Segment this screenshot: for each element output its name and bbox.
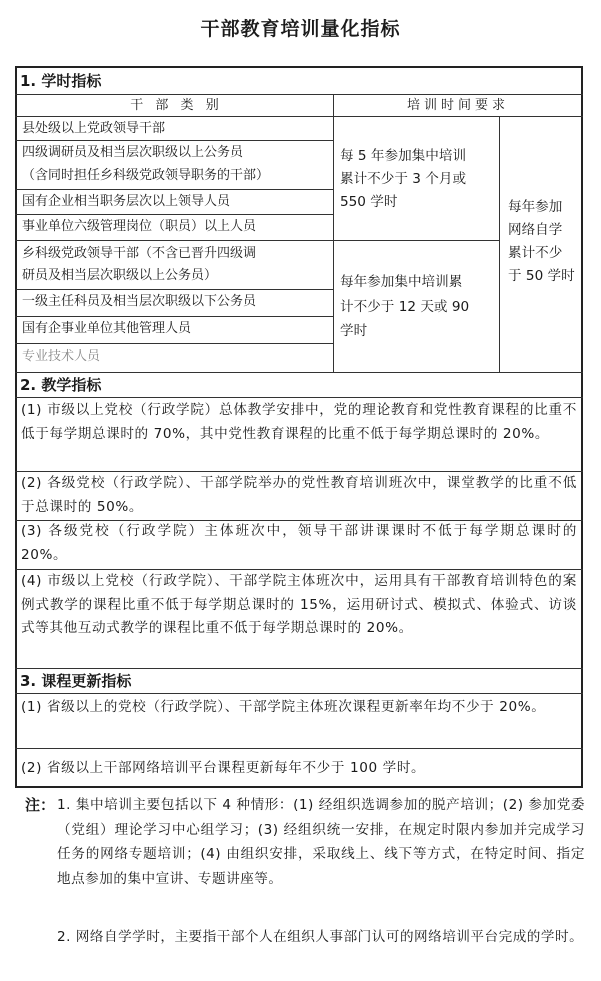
requirement-line: 每 5 年参加集中培训 bbox=[340, 148, 467, 164]
divider bbox=[15, 693, 583, 694]
category-row: 四级调研员及相当层次职级以上公务员 bbox=[22, 145, 244, 160]
teaching-item: (1) 市级以上党校（行政学院）总体教学安排中，党的理论教育和党性教育课程的比重不低于每学期总课时的 70%，其中党性教育课程的比重不低于每学期总课时的 20%。 bbox=[21, 402, 577, 442]
divider bbox=[15, 343, 333, 344]
online-requirement-line: 网络自学 bbox=[508, 222, 563, 238]
category-row: 国有企业相当职务层次以上领导人员 bbox=[22, 194, 231, 209]
section-heading-hours: 1. 学时指标 bbox=[20, 72, 102, 90]
online-requirement-line: 于 50 学时 bbox=[508, 268, 575, 284]
requirement-line: 学时 bbox=[340, 323, 368, 339]
online-requirement-line: 累计不少 bbox=[508, 245, 563, 261]
col-header-requirement: 培训时间要求 bbox=[406, 98, 509, 113]
divider bbox=[333, 94, 334, 372]
category-row: 研员及相当层次职级以上公务员） bbox=[22, 268, 218, 283]
curriculum-item: (1) 省级以上的党校（行政学院）、干部学院主体班次课程更新率年均不少于 20%。 bbox=[21, 699, 546, 715]
requirement-line: 累计不少于 3 个月或 bbox=[340, 171, 467, 187]
category-row: 专业技术人员 bbox=[22, 349, 101, 364]
divider bbox=[15, 372, 583, 373]
requirement-line: 计不少于 12 天或 90 bbox=[340, 299, 470, 315]
teaching-item: (2) 各级党校（行政学院）、干部学院举办的党性教育培训班次中，课堂教学的比重不低于总课时的 50%。 bbox=[21, 475, 577, 515]
col-header-category: 干 部 类 别 bbox=[130, 98, 223, 113]
divider bbox=[15, 240, 500, 241]
divider bbox=[15, 397, 583, 398]
section-heading-curriculum: 3. 课程更新指标 bbox=[20, 672, 132, 690]
divider bbox=[15, 748, 583, 749]
category-row: （含同时担任乡科级党政领导职务的干部） bbox=[22, 168, 270, 183]
divider bbox=[15, 668, 583, 669]
teaching-item: (3) 各级党校（行政学院）主体班次中，领导干部讲课课时不低于每学期总课时的 20%。 bbox=[21, 523, 577, 563]
note-item: 2. 网络自学学时，主要指干部个人在组织人事部门认可的网络培训平台完成的学时。 bbox=[57, 929, 584, 945]
divider bbox=[15, 94, 583, 95]
category-row: 县处级以上党政领导干部 bbox=[22, 121, 166, 136]
teaching-item: (4) 市级以上党校（行政学院）、干部学院主体班次中，运用具有干部教育培训特色的案例式教学的课程比重不低于每学期总课时的 15%，运用研讨式、模拟式、体验式、访谈式等其他互动式教学的课程比重不低于每学期总课时的 20%。 bbox=[21, 573, 577, 636]
category-row: 乡科级党政领导干部（不含已晋升四级调 bbox=[22, 246, 257, 261]
section-heading-teaching: 2. 教学指标 bbox=[20, 376, 102, 394]
requirement-line: 550 学时 bbox=[340, 194, 398, 210]
online-requirement-line: 每年参加 bbox=[508, 199, 563, 215]
divider bbox=[499, 116, 500, 372]
category-row: 国有企事业单位其他管理人员 bbox=[22, 321, 192, 336]
page-title: 干部教育培训量化指标 bbox=[200, 18, 401, 40]
category-row: 一级主任科员及相当层次职级以下公务员 bbox=[22, 294, 257, 309]
requirement-line: 每年参加集中培训累 bbox=[340, 274, 463, 290]
note-item: 1. 集中培训主要包括以下 4 种情形：(1) 经组织选调参加的脱产培训；(2) 参加党委（党组）理论学习中心组学习；(3) 经组织统一安排，在规定时限内参加并完成学习任务的网络专题培训；(4) 由组织安排，采取线上、线下等方式，在特定时间、指定地点参加的集中宣讲、专题讲座等。 bbox=[57, 797, 585, 887]
curriculum-item: (2) 省级以上干部网络培训平台课程更新每年不少于 100 学时。 bbox=[21, 760, 426, 776]
notes-label: 注： bbox=[25, 796, 56, 814]
category-row: 事业单位六级管理岗位（职员）以上人员 bbox=[22, 219, 257, 234]
